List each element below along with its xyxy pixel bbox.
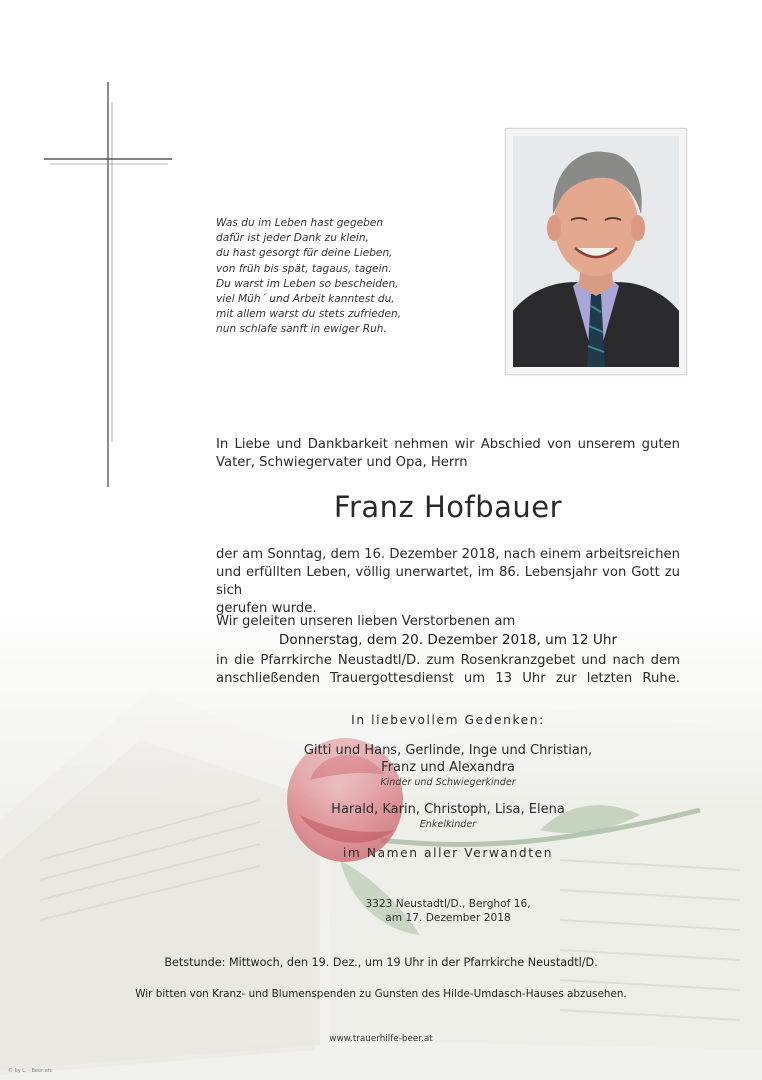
poem-line: mit allem warst du stets zufrieden,	[216, 308, 402, 321]
funeral-details	[216, 652, 680, 688]
poem-line: nun schlafe sanft in ewiger Ruh.	[216, 323, 387, 336]
date-line: am 17. Dezember 2018	[385, 912, 511, 924]
poem-line: Was du im Leben hast gegeben	[216, 217, 384, 229]
prayer-hour: Betstunde: Mittwoch, den 19. Dez., um 19 Uhr in der Pfarrkirche Neustadtl/D.	[164, 956, 598, 969]
mourners-heading: In liebevollem Gedenken:	[351, 713, 545, 727]
death-notice	[216, 546, 680, 618]
poem-line: du hast gesorgt für deine Lieben,	[216, 247, 393, 260]
imprint: © by L. · Beer etc	[8, 1068, 53, 1074]
funeral-intro: Wir geleiten unseren lieben Verstorbenen am	[216, 614, 516, 629]
portrait-illustration	[513, 136, 679, 367]
poem-line: dafür ist jeder Dank zu klein,	[216, 232, 369, 245]
portrait-photo	[513, 136, 679, 367]
poem-line: von früh bis spät, tagaus, tagein.	[216, 262, 392, 275]
address-line: 3323 Neustadtl/D., Berghof 16,	[365, 898, 531, 910]
grandchildren-label: Enkelkinder	[419, 819, 477, 830]
death-line: und erfüllten Leben, völlig unerwartet, im 86. Lebensjahr von Gott zu sich	[216, 565, 680, 598]
children-names: Franz und Alexandra	[381, 760, 515, 775]
intro-line: In Liebe und Dankbarkeit nehmen wir Abschied von unserem guten	[216, 437, 680, 452]
donation-note: Wir bitten von Kranz- und Blumenspenden zu Gunsten des Hilde-Umdasch-Hauses abzusehen.	[135, 988, 627, 1000]
children-label: Kinder und Schwiegerkinder	[380, 777, 516, 788]
memorial-poem	[216, 216, 476, 338]
website-link[interactable]: www.trauerhilfe-beer.at	[329, 1034, 433, 1044]
death-line: gerufen wurde.	[216, 601, 317, 616]
children-names: Gitti und Hans, Gerlinde, Inge und Christian,	[303, 743, 593, 758]
deceased-name: Franz Hofbauer	[333, 490, 563, 524]
death-line: der am Sonntag, dem 16. Dezember 2018, nach einem arbeitsreichen	[216, 547, 680, 562]
farewell-intro	[216, 436, 680, 472]
relatives-line: im Namen aller Verwandten	[342, 846, 554, 860]
funeral-date: Donnerstag, dem 20. Dezember 2018, um 12 Uhr	[278, 632, 618, 648]
funeral-line: anschließenden Trauergottesdienst um 13 Uhr zur letzten Ruhe.	[216, 671, 680, 686]
cross-icon	[44, 82, 172, 487]
poem-line: Du warst im Leben so bescheiden,	[216, 277, 399, 290]
poem-line: viel Müh´ und Arbeit kanntest du,	[216, 293, 395, 306]
intro-line: Vater, Schwiegervater und Opa, Herrn	[216, 455, 468, 470]
funeral-line: in die Pfarrkirche Neustadtl/D. zum Rosenkranzgebet und nach dem	[216, 653, 680, 668]
portrait-frame	[505, 128, 687, 375]
grandchildren-names: Harald, Karin, Christoph, Lisa, Elena	[331, 802, 565, 817]
